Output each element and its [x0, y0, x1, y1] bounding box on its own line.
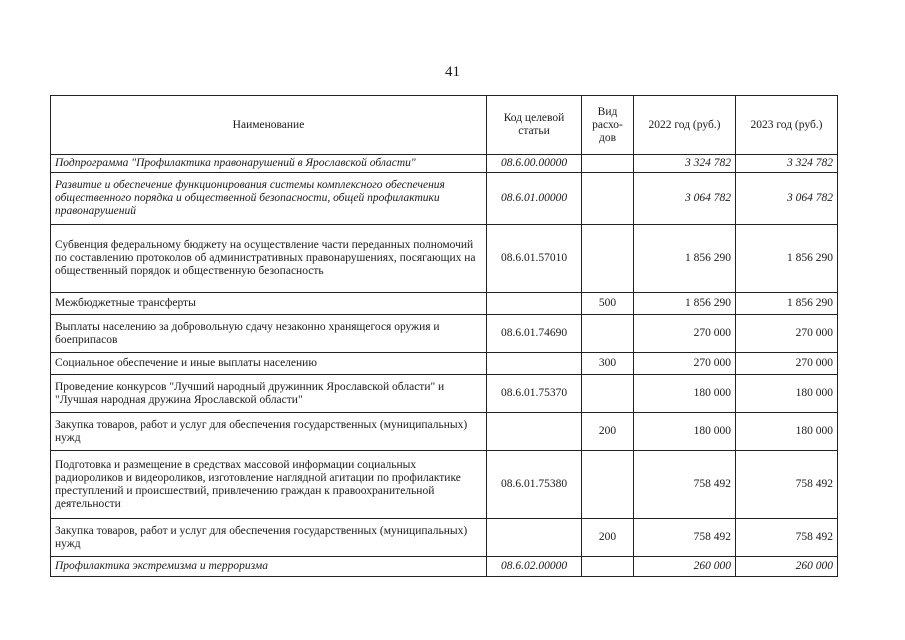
- row-code: 08.6.01.00000: [487, 173, 582, 225]
- header-year-2022: 2022 год (руб.): [634, 96, 736, 155]
- row-amount-2022: 180 000: [634, 375, 736, 413]
- row-code: 08.6.01.75370: [487, 375, 582, 413]
- row-code: [487, 519, 582, 557]
- row-amount-2022: 3 324 782: [634, 155, 736, 173]
- row-code: 08.6.01.75380: [487, 451, 582, 519]
- row-name: Закупка товаров, работ и услуг для обеспечения государственных (муниципальных) нужд: [51, 413, 487, 451]
- table-row: [51, 225, 838, 293]
- row-amount-2023: 3 324 782: [736, 155, 838, 173]
- row-name: Подпрограмма "Профилактика правонарушений в Ярославской области": [51, 155, 487, 173]
- row-expense-type: 500: [582, 293, 634, 315]
- row-name: Выплаты населению за добровольную сдачу незаконно хранящегося оружия и боеприпасов: [51, 315, 487, 353]
- row-amount-2022: 260 000: [634, 557, 736, 577]
- row-expense-type: [582, 451, 634, 519]
- row-expense-type: [582, 173, 634, 225]
- row-expense-type: [582, 225, 634, 293]
- row-expense-type: 200: [582, 413, 634, 451]
- header-name: Наименование: [51, 96, 487, 155]
- row-amount-2022: 758 492: [634, 519, 736, 557]
- row-code: 08.6.01.57010: [487, 225, 582, 293]
- row-name: Подготовка и размещение в средствах массовой информации социальных радиороликов и видеороликов, изготовление наглядной агитации по профилактике преступлений и происшествий, привлечению граждан к правоохранительной деятельности: [51, 451, 487, 519]
- row-amount-2023: 758 492: [736, 451, 838, 519]
- table-row: [51, 173, 838, 225]
- row-amount-2022: 270 000: [634, 315, 736, 353]
- row-code: 08.6.02.00000: [487, 557, 582, 577]
- row-name: Проведение конкурсов "Лучший народный дружинник Ярославской области" и "Лучшая народная дружина Ярославской области": [51, 375, 487, 413]
- table-row: [51, 293, 838, 315]
- row-amount-2022: 1 856 290: [634, 293, 736, 315]
- header-code: Код целевой статьи: [487, 96, 582, 155]
- row-name: Субвенция федеральному бюджету на осуществление части переданных полномочий по составлению протоколов об административных правонарушениях, посягающих на общественный порядок и общественную безопасность: [51, 225, 487, 293]
- row-code: [487, 293, 582, 315]
- row-amount-2023: 3 064 782: [736, 173, 838, 225]
- table-row: [51, 413, 838, 451]
- table-row: [51, 519, 838, 557]
- page-number: 41: [445, 64, 460, 80]
- header-row: [51, 96, 838, 155]
- row-name: Межбюджетные трансферты: [51, 293, 487, 315]
- header-type: Вид расхо-дов: [582, 96, 634, 155]
- table-row: [51, 375, 838, 413]
- row-amount-2023: 1 856 290: [736, 293, 838, 315]
- table-row: [51, 557, 838, 577]
- row-amount-2022: 1 856 290: [634, 225, 736, 293]
- row-name: Закупка товаров, работ и услуг для обеспечения государственных (муниципальных) нужд: [51, 519, 487, 557]
- table-row: [51, 315, 838, 353]
- header-year-2023: 2023 год (руб.): [736, 96, 838, 155]
- row-expense-type: [582, 315, 634, 353]
- row-amount-2022: 270 000: [634, 353, 736, 375]
- row-amount-2023: 180 000: [736, 375, 838, 413]
- row-name: Социальное обеспечение и иные выплаты населению: [51, 353, 487, 375]
- row-name: Развитие и обеспечение функционирования системы комплексного обеспечения общественного порядка и общественной безопасности, общей профилактики правонарушений: [51, 173, 487, 225]
- row-expense-type: [582, 375, 634, 413]
- row-amount-2023: 1 856 290: [736, 225, 838, 293]
- table-row: [51, 451, 838, 519]
- row-amount-2023: 758 492: [736, 519, 838, 557]
- table-row: [51, 353, 838, 375]
- row-amount-2022: 180 000: [634, 413, 736, 451]
- row-expense-type: [582, 557, 634, 577]
- row-amount-2023: 180 000: [736, 413, 838, 451]
- row-amount-2022: 758 492: [634, 451, 736, 519]
- row-amount-2023: 270 000: [736, 353, 838, 375]
- row-expense-type: [582, 155, 634, 173]
- row-amount-2023: 270 000: [736, 315, 838, 353]
- budget-table: [50, 95, 838, 577]
- row-amount-2023: 260 000: [736, 557, 838, 577]
- row-code: [487, 413, 582, 451]
- row-expense-type: 300: [582, 353, 634, 375]
- table-row: [51, 155, 838, 173]
- row-code: [487, 353, 582, 375]
- row-amount-2022: 3 064 782: [634, 173, 736, 225]
- row-expense-type: 200: [582, 519, 634, 557]
- row-code: 08.6.00.00000: [487, 155, 582, 173]
- row-name: Профилактика экстремизма и терроризма: [51, 557, 487, 577]
- row-code: 08.6.01.74690: [487, 315, 582, 353]
